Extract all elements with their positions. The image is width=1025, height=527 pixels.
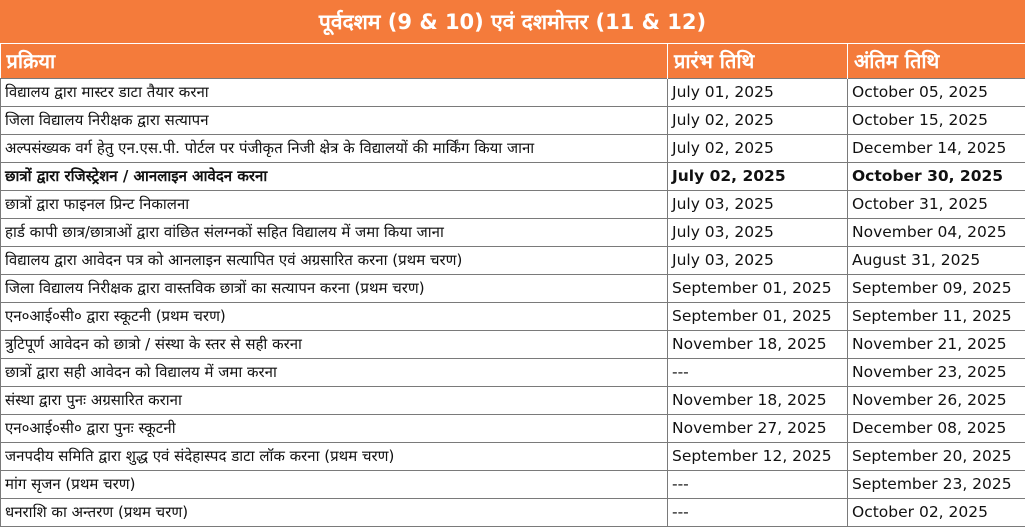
end-date-cell: August 31, 2025	[848, 246, 1025, 274]
header-process: प्रक्रिया	[1, 44, 668, 78]
table-row	[1, 330, 1025, 358]
table-row	[1, 134, 1025, 162]
start-date-cell: July 02, 2025	[668, 106, 848, 134]
table-title: पूर्वदशम (9 & 10) एवं दशमोत्तर (11 & 12)	[0, 0, 1025, 44]
table-row	[1, 274, 1025, 302]
start-date-cell: September 01, 2025	[668, 302, 848, 330]
header-row	[1, 44, 1025, 78]
process-cell: त्रुटिपूर्ण आवेदन को छात्रो / संस्था के स्तर से सही करना	[1, 330, 668, 358]
start-date-cell: July 03, 2025	[668, 190, 848, 218]
process-cell: संस्था द्वारा पुनः अग्रसारित कराना	[1, 386, 668, 414]
end-date-cell: October 30, 2025	[848, 162, 1025, 190]
process-cell: एन०आई०सी० द्वारा स्कूटनी (प्रथम चरण)	[1, 302, 668, 330]
end-date-cell: October 31, 2025	[848, 190, 1025, 218]
start-date-cell: July 02, 2025	[668, 134, 848, 162]
table-row	[1, 470, 1025, 498]
header-end-date: अंतिम तिथि	[848, 44, 1025, 78]
end-date-cell: December 14, 2025	[848, 134, 1025, 162]
end-date-cell: November 04, 2025	[848, 218, 1025, 246]
start-date-cell: July 03, 2025	[668, 218, 848, 246]
start-date-cell: November 27, 2025	[668, 414, 848, 442]
end-date-cell: November 23, 2025	[848, 358, 1025, 386]
start-date-cell: ---	[668, 470, 848, 498]
table-row	[1, 246, 1025, 274]
process-cell: छात्रों द्वारा रजिस्ट्रेशन / आनलाइन आवेदन करना	[1, 162, 668, 190]
end-date-cell: November 21, 2025	[848, 330, 1025, 358]
start-date-cell: July 03, 2025	[668, 246, 848, 274]
process-cell: छात्रों द्वारा सही आवेदन को विद्यालय में जमा करना	[1, 358, 668, 386]
table-row	[1, 414, 1025, 442]
table-row	[1, 106, 1025, 134]
start-date-cell: ---	[668, 358, 848, 386]
process-cell: एन०आई०सी० द्वारा पुनः स्कूटनी	[1, 414, 668, 442]
end-date-cell: November 26, 2025	[848, 386, 1025, 414]
end-date-cell: October 15, 2025	[848, 106, 1025, 134]
end-date-cell: October 02, 2025	[848, 498, 1025, 526]
table-row	[1, 78, 1025, 106]
process-cell: मांग सृजन (प्रथम चरण)	[1, 470, 668, 498]
table-row	[1, 498, 1025, 526]
start-date-cell: November 18, 2025	[668, 330, 848, 358]
end-date-cell: December 08, 2025	[848, 414, 1025, 442]
table-row	[1, 302, 1025, 330]
process-cell: जनपदीय समिति द्वारा शुद्ध एवं संदेहास्पद डाटा लॉक करना (प्रथम चरण)	[1, 442, 668, 470]
table-row	[1, 162, 1025, 190]
start-date-cell: September 01, 2025	[668, 274, 848, 302]
end-date-cell: October 05, 2025	[848, 78, 1025, 106]
table-row	[1, 358, 1025, 386]
schedule-table	[0, 44, 1025, 527]
start-date-cell: September 12, 2025	[668, 442, 848, 470]
process-cell: अल्पसंख्यक वर्ग हेतु एन.एस.पी. पोर्टल पर पंजीकृत निजी क्षेत्र के विद्यालयों की मार्किंग किया जाना	[1, 134, 668, 162]
end-date-cell: September 23, 2025	[848, 470, 1025, 498]
process-cell: हार्ड कापी छात्र/छात्राओं द्वारा वांछित संलग्नकों सहित विद्यालय में जमा किया जाना	[1, 218, 668, 246]
table-body	[1, 78, 1025, 526]
process-cell: विद्यालय द्वारा मास्टर डाटा तैयार करना	[1, 78, 668, 106]
start-date-cell: July 01, 2025	[668, 78, 848, 106]
process-cell: जिला विद्यालय निरीक्षक द्वारा सत्यापन	[1, 106, 668, 134]
start-date-cell: ---	[668, 498, 848, 526]
end-date-cell: September 11, 2025	[848, 302, 1025, 330]
start-date-cell: November 18, 2025	[668, 386, 848, 414]
process-cell: धनराशि का अन्तरण (प्रथम चरण)	[1, 498, 668, 526]
process-cell: विद्यालय द्वारा आवेदन पत्र को आनलाइन सत्यापित एवं अग्रसारित करना (प्रथम चरण)	[1, 246, 668, 274]
end-date-cell: September 09, 2025	[848, 274, 1025, 302]
end-date-cell: September 20, 2025	[848, 442, 1025, 470]
table-row	[1, 386, 1025, 414]
header-start-date: प्रारंभ तिथि	[668, 44, 848, 78]
table-row	[1, 218, 1025, 246]
start-date-cell: July 02, 2025	[668, 162, 848, 190]
process-cell: छात्रों द्वारा फाइनल प्रिन्ट निकालना	[1, 190, 668, 218]
process-cell: जिला विद्यालय निरीक्षक द्वारा वास्तविक छात्रों का सत्यापन करना (प्रथम चरण)	[1, 274, 668, 302]
table-row	[1, 190, 1025, 218]
table-row	[1, 442, 1025, 470]
